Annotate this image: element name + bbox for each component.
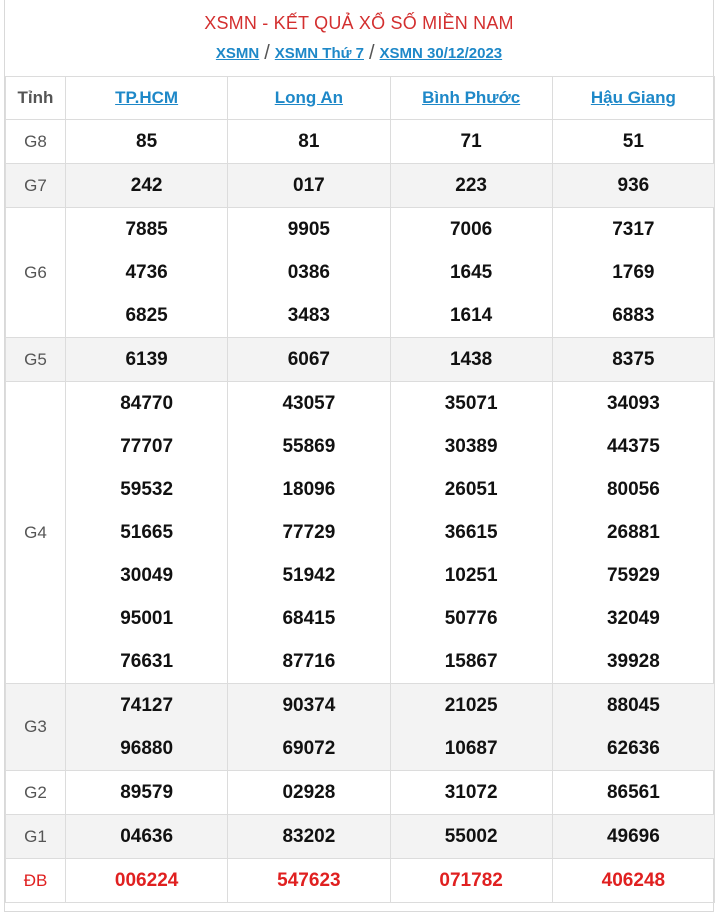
prize-number: 30049 (66, 554, 228, 597)
breadcrumb (5, 40, 713, 67)
province-header (228, 77, 390, 120)
table-row (6, 164, 715, 208)
table-row (6, 597, 715, 640)
prize-number: 80056 (552, 468, 714, 511)
table-row (6, 771, 715, 815)
prize-number: 76631 (66, 640, 228, 684)
prize-number: 242 (66, 164, 228, 208)
prize-number: 26051 (390, 468, 552, 511)
province-link-tphcm[interactable]: TP.HCM (115, 88, 179, 107)
prize-number: 1614 (390, 294, 552, 338)
prize-number: 6067 (228, 338, 390, 382)
province-column-header: Tỉnh (6, 77, 66, 120)
table-row (6, 727, 715, 771)
results-table (5, 76, 715, 903)
table-row (6, 208, 715, 252)
prize-number: 49696 (552, 815, 714, 859)
province-link-long-an[interactable]: Long An (274, 88, 344, 107)
prize-number: 84770 (66, 382, 228, 426)
prize-number: 51 (552, 120, 714, 164)
prize-number: 6825 (66, 294, 228, 338)
prize-number: 3483 (228, 294, 390, 338)
prize-number: 04636 (66, 815, 228, 859)
prize-number: 85 (66, 120, 228, 164)
prize-number: 9905 (228, 208, 390, 252)
breadcrumb-separator: / (264, 42, 270, 64)
prize-number: 1769 (552, 251, 714, 294)
prize-number: 6883 (552, 294, 714, 338)
table-row (6, 382, 715, 426)
prize-number: 223 (390, 164, 552, 208)
table-row (6, 468, 715, 511)
prize-number: 7885 (66, 208, 228, 252)
prize-number: 51942 (228, 554, 390, 597)
prize-number: 10687 (390, 727, 552, 771)
prize-number: 21025 (390, 684, 552, 728)
prize-number: 77729 (228, 511, 390, 554)
results-header (5, 0, 713, 76)
prize-number: 51665 (66, 511, 228, 554)
prize-number: 34093 (552, 382, 714, 426)
prize-number: 68415 (228, 597, 390, 640)
table-header-row (6, 77, 715, 120)
table-row (6, 554, 715, 597)
prize-number: 81 (228, 120, 390, 164)
prize-number: 8375 (552, 338, 714, 382)
page-title: XSMN - KẾT QUẢ XỔ SỐ MIỀN NAM (204, 13, 514, 33)
prize-label-g1: G1 (6, 815, 66, 859)
province-link-hau-giang[interactable]: Hậu Giang (590, 88, 676, 107)
breadcrumb-xsmn-date[interactable]: XSMN 30/12/2023 (379, 45, 503, 62)
table-row (6, 684, 715, 728)
prize-number: 31072 (390, 771, 552, 815)
province-link-binh-phuoc[interactable]: Bình Phước (422, 88, 521, 107)
prize-number: 0386 (228, 251, 390, 294)
table-row (6, 815, 715, 859)
prize-number: 02928 (228, 771, 390, 815)
prize-number: 30389 (390, 425, 552, 468)
prize-number: 86561 (552, 771, 714, 815)
prize-number: 69072 (228, 727, 390, 771)
prize-number: 50776 (390, 597, 552, 640)
prize-number: 87716 (228, 640, 390, 684)
prize-number: 43057 (228, 382, 390, 426)
prize-label-g4: G4 (6, 382, 66, 684)
prize-number: 1438 (390, 338, 552, 382)
prize-number: 77707 (66, 425, 228, 468)
prize-number: 89579 (66, 771, 228, 815)
prize-label-g3: G3 (6, 684, 66, 771)
prize-number: 10251 (390, 554, 552, 597)
prize-number: 1645 (390, 251, 552, 294)
prize-number: 36615 (390, 511, 552, 554)
prize-number: 936 (552, 164, 714, 208)
prize-number: 74127 (66, 684, 228, 728)
prize-number: 55869 (228, 425, 390, 468)
prize-label-g5: G5 (6, 338, 66, 382)
breadcrumb-xsmn[interactable]: XSMN (215, 45, 260, 62)
prize-number: 39928 (552, 640, 714, 684)
prize-label-đb: ĐB (6, 859, 66, 903)
province-header (66, 77, 228, 120)
prize-number: 26881 (552, 511, 714, 554)
special-prize-number: 071782 (390, 859, 552, 903)
prize-number: 55002 (390, 815, 552, 859)
province-header (390, 77, 552, 120)
prize-number: 35071 (390, 382, 552, 426)
prize-number: 15867 (390, 640, 552, 684)
prize-number: 7317 (552, 208, 714, 252)
prize-number: 75929 (552, 554, 714, 597)
prize-number: 44375 (552, 425, 714, 468)
prize-number: 18096 (228, 468, 390, 511)
prize-number: 4736 (66, 251, 228, 294)
prize-label-g7: G7 (6, 164, 66, 208)
prize-number: 32049 (552, 597, 714, 640)
prize-number: 90374 (228, 684, 390, 728)
prize-label-g2: G2 (6, 771, 66, 815)
table-row (6, 640, 715, 684)
prize-number: 017 (228, 164, 390, 208)
prize-number: 83202 (228, 815, 390, 859)
prize-number: 71 (390, 120, 552, 164)
prize-label-g6: G6 (6, 208, 66, 338)
prize-number: 95001 (66, 597, 228, 640)
special-prize-number: 406248 (552, 859, 714, 903)
breadcrumb-xsmn-thu-7[interactable]: XSMN Thứ 7 (274, 45, 364, 62)
prize-number: 62636 (552, 727, 714, 771)
table-row (6, 425, 715, 468)
results-body (6, 120, 715, 903)
prize-label-g8: G8 (6, 120, 66, 164)
breadcrumb-separator: / (368, 42, 375, 64)
table-row (6, 859, 715, 903)
table-row (6, 251, 715, 294)
prize-number: 6139 (66, 338, 228, 382)
prize-number: 96880 (66, 727, 228, 771)
table-row (6, 511, 715, 554)
special-prize-number: 547623 (228, 859, 390, 903)
prize-number: 88045 (552, 684, 714, 728)
prize-number: 59532 (66, 468, 228, 511)
province-header (552, 77, 714, 120)
table-row (6, 120, 715, 164)
results-panel (4, 0, 714, 912)
special-prize-number: 006224 (66, 859, 228, 903)
prize-number: 7006 (390, 208, 552, 252)
table-row (6, 338, 715, 382)
table-row (6, 294, 715, 338)
